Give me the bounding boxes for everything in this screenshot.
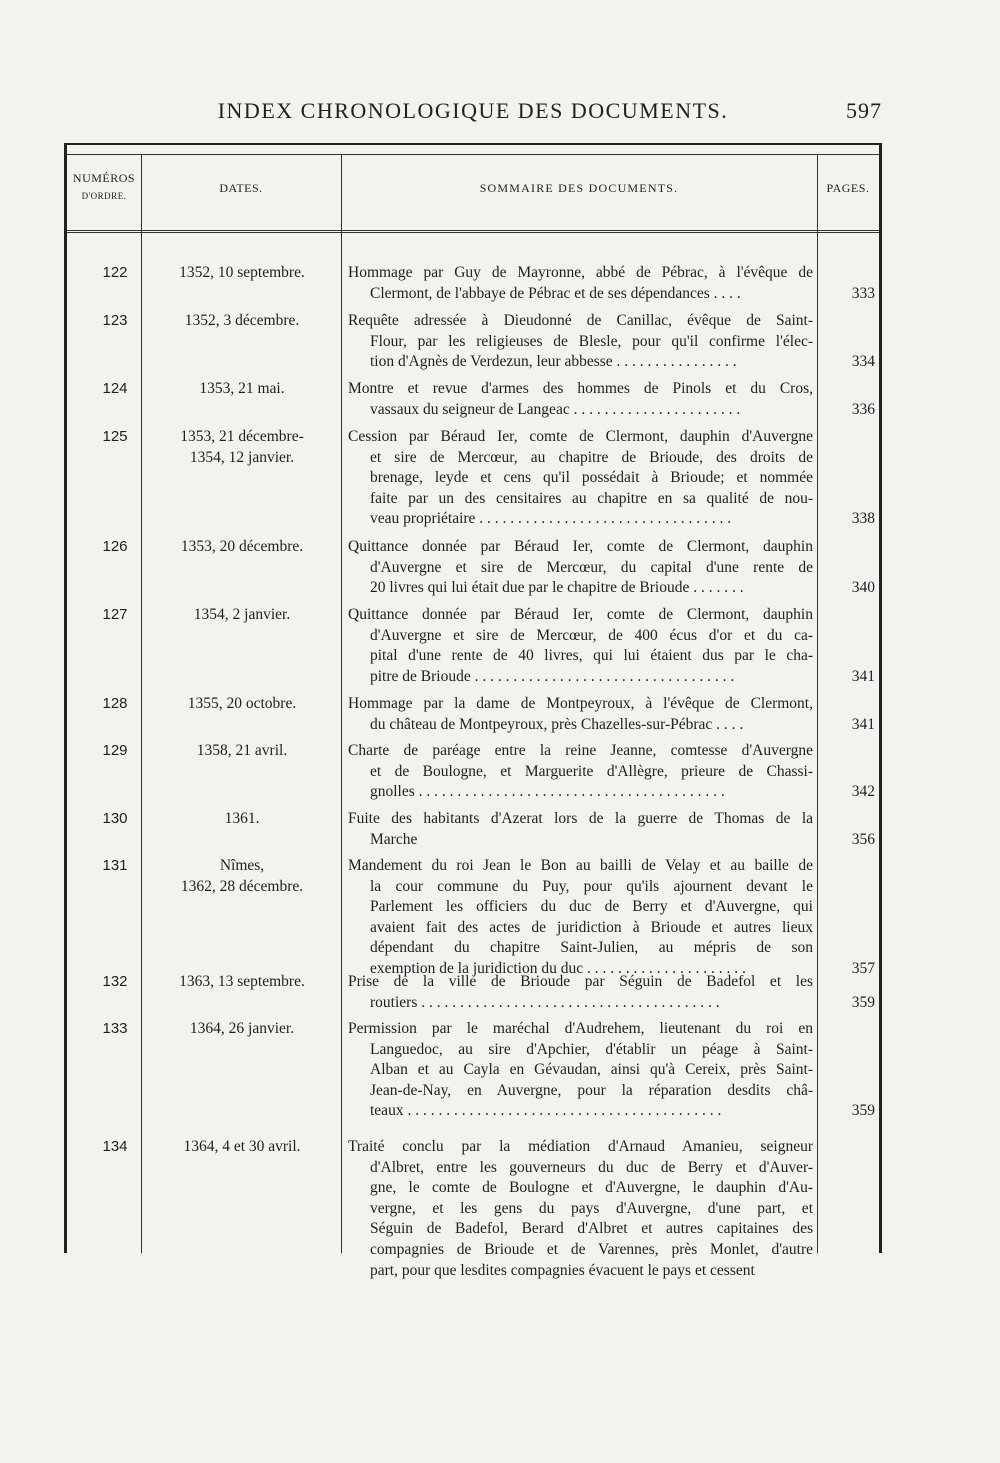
entry-summary-line: Quittance donnée par Béraud Ier, comte de Clermont, dauphin	[348, 606, 813, 623]
entry-summary-line: Requête adressée à Dieudonné de Canillac, évêque de Saint-	[348, 312, 813, 329]
entry-summary-line: Prise de la ville de Brioude par Séguin de Badefol et les	[348, 973, 813, 990]
entry-summary-line: Hommage par la dame de Montpeyroux, à l'évêque de Clermont,	[348, 695, 813, 712]
entry-summary	[348, 427, 813, 530]
entry-summary-line: teaux . . . . . . . . . . . . . . . . . . . . . . . . . . . . . . . . . . . . . . . . .	[370, 1102, 722, 1120]
entry-date	[151, 263, 333, 284]
entry-page: 342	[851, 783, 875, 801]
entry-summary	[348, 605, 813, 687]
entry-summary-line: Flour, par les religieuses de Blesle, pour qu'il confirme l'élec-	[370, 332, 813, 350]
entry-summary	[348, 263, 813, 304]
entry-summary-line: exemption de la juridiction du duc . . . . . . . . . . . . . . . . . . . . .	[370, 959, 746, 977]
entry-date	[151, 605, 333, 626]
entry-summary-line: vergne, et les gens du pays d'Auvergne, d'une part, et	[370, 1199, 813, 1217]
entry-number: 124	[102, 380, 128, 397]
entry-summary-line: avaient fait des actes de juridiction à Brioude et autres lieux	[370, 918, 813, 936]
entry-date	[151, 537, 333, 558]
header-top-rule	[67, 154, 879, 155]
entry-number: 132	[102, 973, 128, 990]
entry-date-line: 1353, 21 mai.	[199, 380, 285, 397]
entry-date-line: Nîmes,	[219, 857, 265, 874]
entry-number: 126	[102, 538, 128, 555]
index-table	[64, 143, 882, 1279]
entry-page: 356	[851, 830, 875, 848]
page-number: 597	[846, 98, 882, 123]
entry-summary-line: Fuite des habitants d'Azerat lors de la guerre de Thomas de la	[348, 810, 813, 827]
entry-number: 131	[102, 857, 128, 874]
entry-summary-line: faite par un des censitaires au chapitre en sa qualité de nou-	[370, 489, 813, 507]
entry-date-line: 1364, 26 janvier.	[189, 1020, 295, 1037]
entry-date	[151, 741, 333, 762]
entry-summary	[348, 694, 813, 735]
entry-date-line: 1362, 28 décembre.	[180, 877, 304, 895]
entry-summary-line: Séguin de Badefol, Berard d'Albret et autres capitaines des	[370, 1220, 813, 1238]
entry-date	[151, 1137, 333, 1158]
entry-summary-line: d'Auvergne et sire de Mercœur, de 400 écus d'or et du ca-	[370, 626, 813, 644]
entry-summary	[348, 537, 813, 599]
entry-date	[151, 972, 333, 993]
entry-number: 134	[102, 1138, 128, 1155]
entry-summary-line: d'Albret, entre les gouverneurs du duc de Berry et d'Auver-	[370, 1158, 813, 1176]
entry-summary-line: Alban et au Cayla en Gévaudan, ainsi qu'à Cereix, près Saint-	[370, 1061, 813, 1079]
entry-summary-line: Parlement les officiers du duc de Berry et d'Auvergne, qui	[370, 898, 813, 916]
entry-summary-line: la cour commune du Puy, pour qu'ils ajournent devant le	[370, 877, 813, 895]
entry-number: 128	[102, 695, 128, 712]
entry-summary-line: brenage, leyde et cens qu'il possédait à Brioude; et nommée	[370, 469, 813, 487]
entry-summary-line: Clermont, de l'abbaye de Pébrac et de ses dépendances . . . .	[370, 284, 741, 302]
entry-summary	[348, 379, 813, 420]
entry-summary-line: d'Auvergne et sire de Mercœur, du capital d'une rente de	[370, 558, 813, 576]
entry-summary-line: Mandement du roi Jean le Bon au bailli de Velay et au baille de	[348, 857, 813, 874]
entry-summary	[348, 311, 813, 373]
entry-date	[151, 694, 333, 715]
entry-summary-line: Charte de paréage entre la reine Jeanne, comtesse d'Auvergne	[348, 742, 813, 759]
entry-summary	[348, 741, 813, 803]
entry-date-line: 1352, 10 septembre.	[179, 264, 305, 281]
entry-summary-line: et sire de Mercœur, au chapitre de Brioude, des droits de	[370, 448, 813, 466]
entry-summary	[348, 856, 813, 980]
entry-page: 357	[851, 960, 875, 977]
entry-date	[151, 427, 333, 468]
entry-number: 127	[102, 606, 128, 623]
entry-date-line: 1364, 4 et 30 avril.	[183, 1138, 301, 1155]
entry-number: 130	[102, 810, 128, 827]
entry-date-line: 1353, 21 décembre-	[180, 428, 304, 445]
entry-page: 338	[851, 510, 875, 528]
entry-date-line: 1354, 2 janvier.	[193, 606, 291, 623]
entry-date	[151, 856, 333, 897]
header-bottom-rule	[67, 230, 879, 233]
entry-summary	[348, 1137, 813, 1281]
entry-page: 341	[851, 667, 875, 685]
running-title: INDEX CHRONOLOGIQUE DES DOCUMENTS.	[217, 98, 729, 123]
entry-date-line: 1363, 13 septembre.	[179, 973, 305, 990]
entry-summary-line: gne, le comte de Boulogne et d'Auvergne, le dauphin d'Au-	[370, 1179, 813, 1197]
entry-summary-line: dépendant du chapitre Saint-Julien, au mépris de son	[370, 939, 813, 957]
entry-page: 359	[851, 1102, 875, 1120]
entry-summary-line: Montre et revue d'armes des hommes de Pinols et du Cros,	[348, 380, 813, 397]
entry-summary-line: du château de Montpeyroux, près Chazelles-sur-Pébrac . . . .	[370, 715, 744, 733]
entry-summary-line: gnolles . . . . . . . . . . . . . . . . . . . . . . . . . . . . . . . . . . . . . . . .	[370, 783, 725, 801]
entry-date-line: 1352, 3 décembre.	[184, 312, 300, 329]
entry-number: 133	[102, 1020, 128, 1037]
entry-date-line: 1353, 20 décembre.	[180, 538, 304, 555]
entry-summary	[348, 809, 813, 850]
entry-date-line: 1361.	[224, 810, 260, 827]
entry-date	[151, 809, 333, 830]
entry-number: 125	[102, 428, 128, 445]
header-pages: PAGES.	[826, 181, 870, 195]
entry-summary-line: pitre de Brioude . . . . . . . . . . . . . . . . . . . . . . . . . . . . . . . . . .	[370, 667, 735, 685]
entry-date-line: 1354, 12 janvier.	[189, 448, 295, 466]
column-rule	[141, 154, 142, 1253]
entry-summary-line: part, pour que lesdites compagnies évacuent le pays et cessent	[370, 1261, 755, 1279]
entry-summary-line: 20 livres qui lui était due par le chapitre de Brioude . . . . . . .	[370, 579, 744, 597]
entry-summary-line: et de Boulogne, et Marguerite d'Allègre, prieure de Chassi-	[370, 762, 813, 780]
header-sommaire: SOMMAIRE DES DOCUMENTS.	[479, 181, 679, 195]
entry-page: 336	[851, 400, 875, 418]
entry-summary	[348, 1019, 813, 1122]
entry-number: 122	[102, 264, 128, 281]
entry-page: 340	[851, 579, 875, 597]
entry-date	[151, 1019, 333, 1040]
entry-page: 341	[851, 715, 875, 733]
header-ordre-label: D'ORDRE.	[81, 191, 127, 201]
entry-summary-line: tion d'Agnès de Verdezun, leur abbesse . . . . . . . . . . . . . . . .	[370, 353, 737, 371]
column-rule	[817, 154, 818, 1253]
running-head	[64, 98, 882, 128]
entry-date-line: 1358, 21 avril.	[196, 742, 288, 759]
header-dates: DATES.	[219, 181, 263, 195]
entry-summary-line: Languedoc, au sire d'Apchier, d'établir un péage à Saint-	[370, 1040, 813, 1058]
entry-summary-line: pital d'une rente de 40 livres, qui lui étaient dus par le cha-	[370, 647, 813, 665]
entry-summary-line: compagnies de Brioude et de Varennes, près Monlet, d'autre	[370, 1240, 813, 1258]
entry-summary-line: Quittance donnée par Béraud Ier, comte de Clermont, dauphin	[348, 538, 813, 555]
entry-summary-line: Hommage par Guy de Mayronne, abbé de Pébrac, à l'évêque de	[348, 264, 813, 281]
column-rule	[341, 154, 342, 1253]
entry-date	[151, 311, 333, 332]
entry-number: 129	[102, 742, 128, 759]
entry-summary	[348, 972, 813, 1013]
header-numeros	[67, 169, 141, 205]
entry-summary-line: Traité conclu par la médiation d'Arnaud Amanieu, seigneur	[348, 1138, 813, 1155]
entry-date-line: 1355, 20 octobre.	[187, 695, 297, 712]
entry-summary-line: routiers . . . . . . . . . . . . . . . . . . . . . . . . . . . . . . . . . . . . . . .	[370, 993, 720, 1011]
entry-date	[151, 379, 333, 400]
entry-number: 123	[102, 312, 128, 329]
entry-summary-line: vassaux du seigneur de Langeac . . . . . . . . . . . . . . . . . . . . . .	[370, 400, 741, 418]
entry-summary-line: Marche	[370, 830, 418, 848]
entry-summary-line: Jean-de-Nay, en Auvergne, pour la réparation desdits châ-	[370, 1081, 813, 1099]
entry-page: 359	[851, 993, 875, 1011]
entry-summary-line: Cession par Béraud Ier, comte de Clermont, dauphin d'Auvergne	[348, 428, 813, 445]
header-numeros-label: NUMÉROS	[72, 171, 136, 185]
entry-summary-line: Permission par le maréchal d'Audrehem, lieutenant du roi en	[348, 1020, 813, 1037]
entry-summary-line: veau propriétaire . . . . . . . . . . . . . . . . . . . . . . . . . . . . . . . . .	[370, 510, 732, 528]
entry-page: 334	[851, 353, 875, 371]
entry-page: 333	[851, 284, 875, 302]
